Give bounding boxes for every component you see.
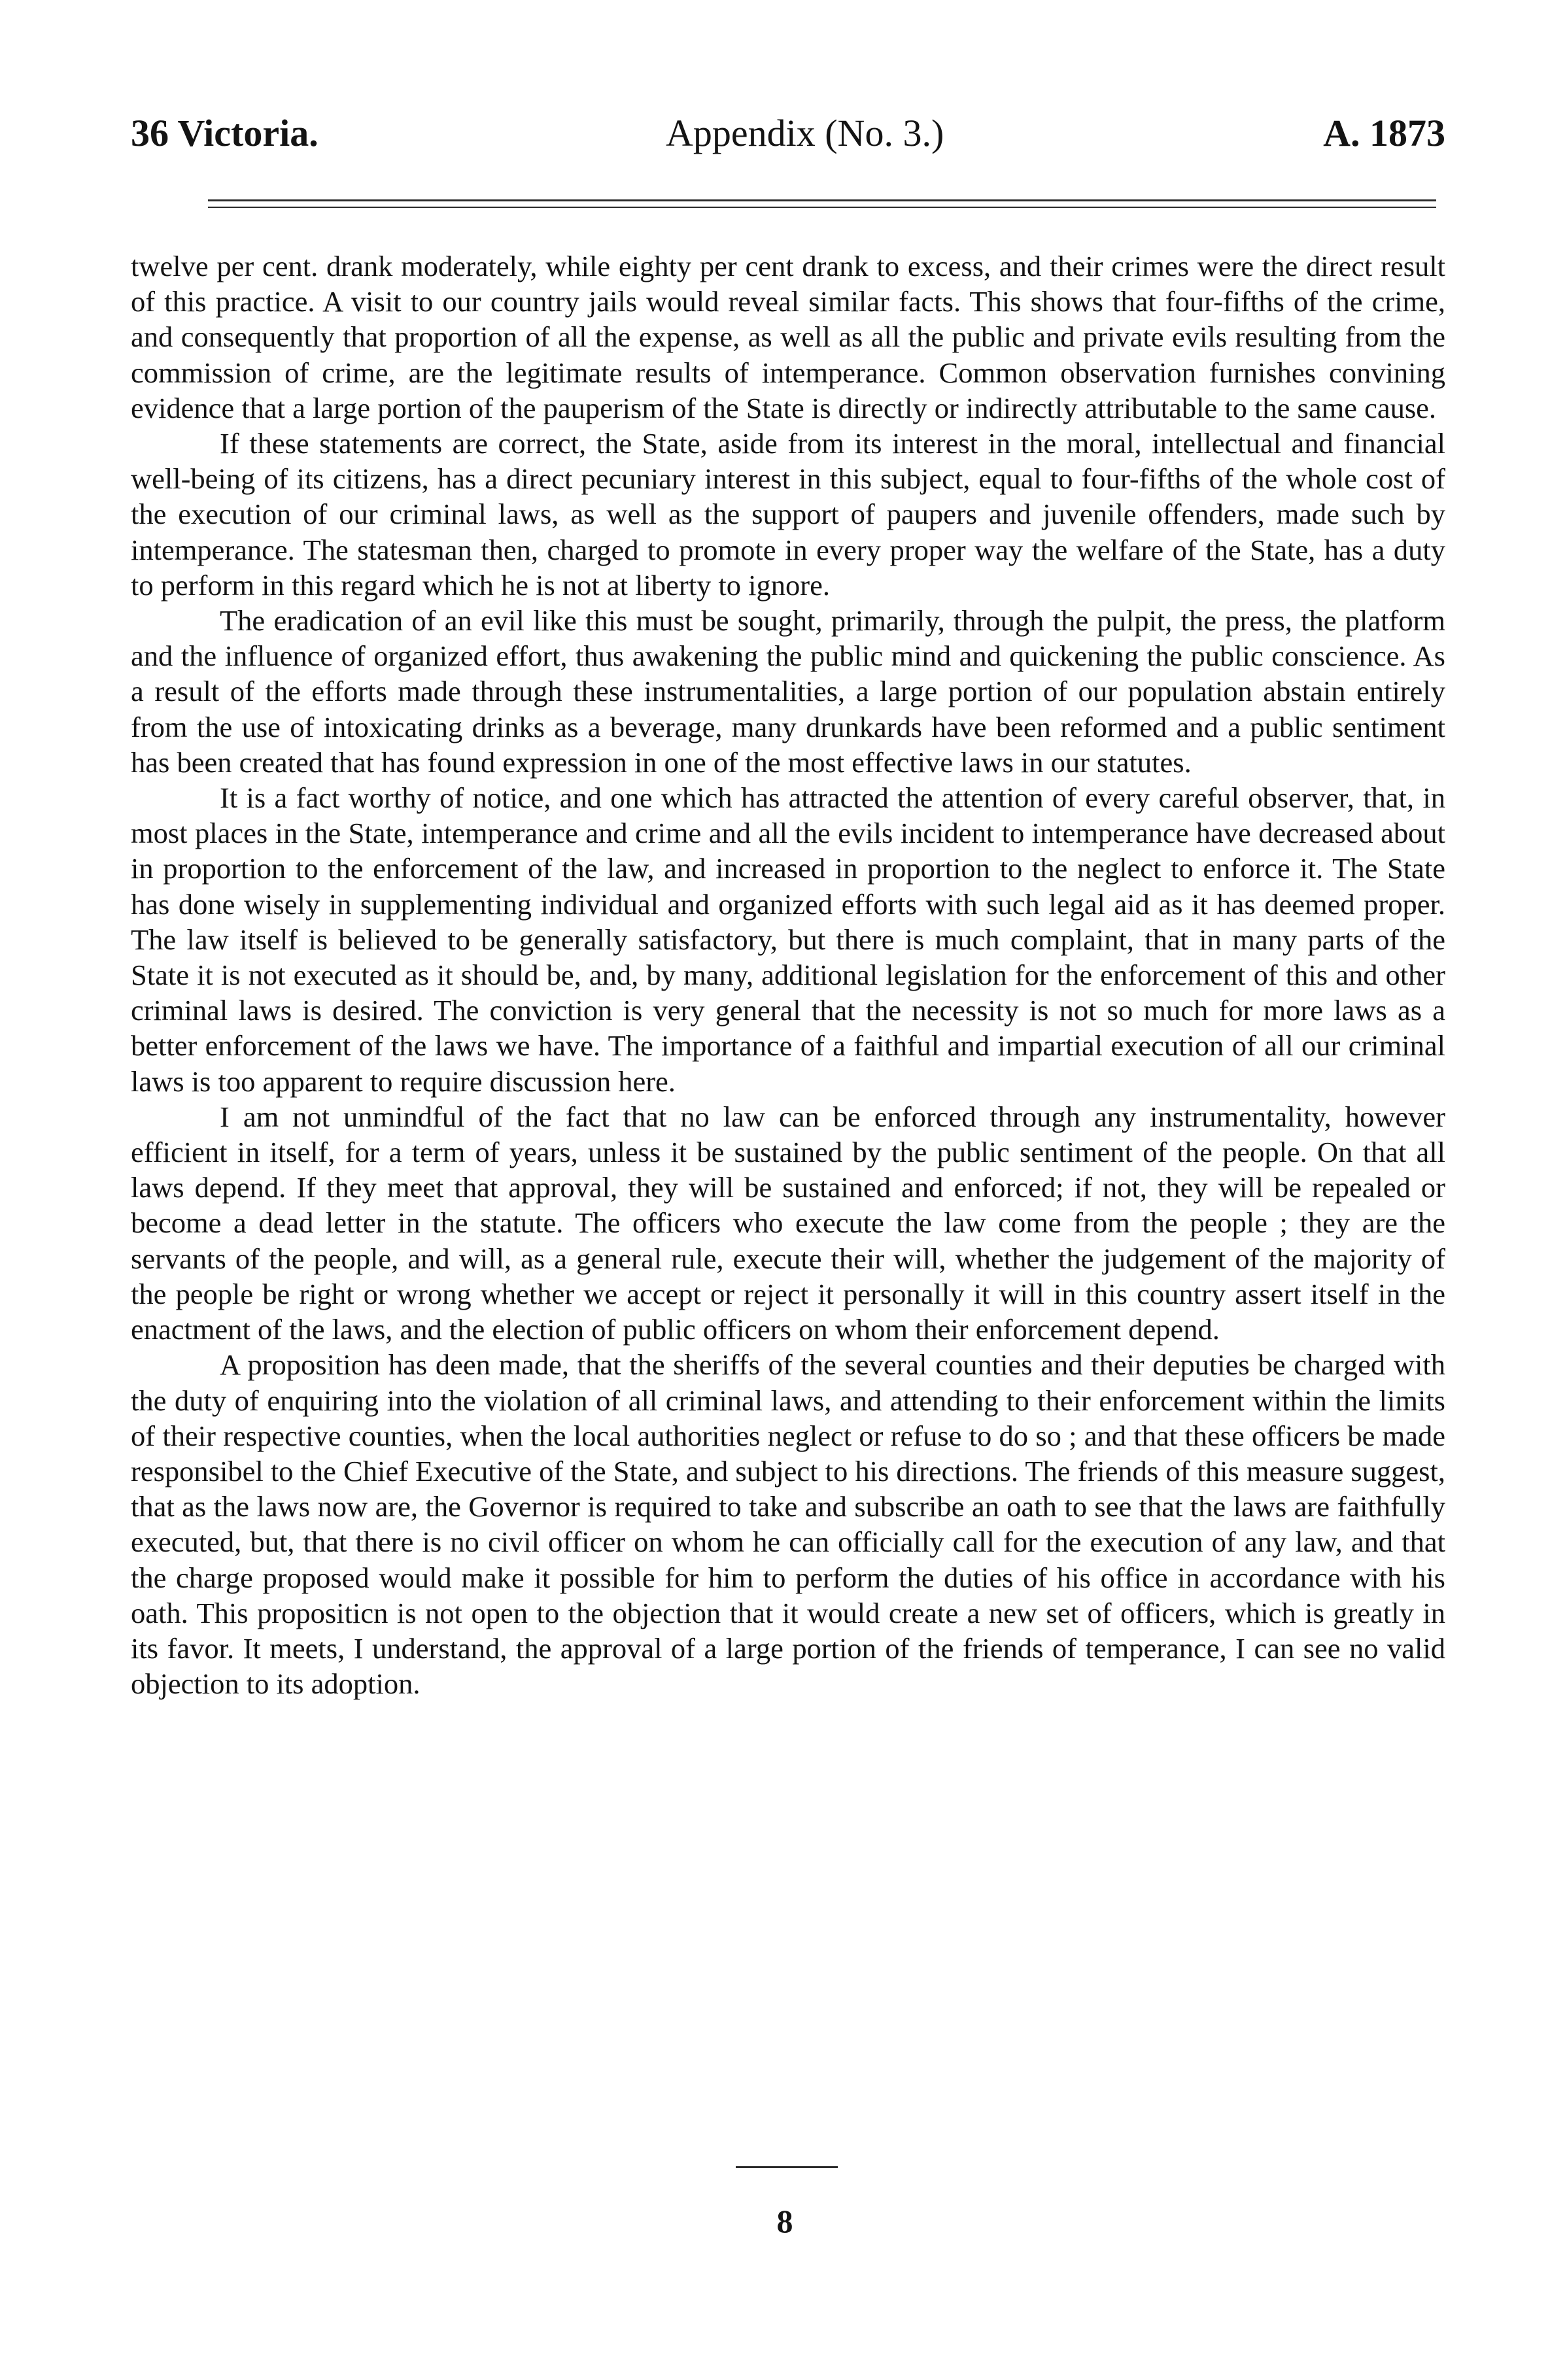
paragraph-5: I am not unmindful of the fact that no law can be enforced through any instrumentality, however efficient in itself, for a term of years, unless it be sustained by the public sentiment of the people. On that all laws depend. If they meet that approval, they will be sustained and enforced; if not, they will be repealed or become a dead letter in the statute. The officers who execute the law come from the people ; they are the servants of the people, and will, as a general rule, execute their will, whether the judgement of the majority of the people be right or wrong whether we accept or reject it personally it will in this country assert itself in the enactment of the laws, and the election of public officers on whom their enforcement depend.	[131, 1100, 1445, 1346]
page-header	[131, 111, 1445, 170]
header-session: 36 Victoria.	[131, 112, 319, 154]
body-text	[131, 248, 1445, 1701]
footer-rule	[736, 2166, 838, 2168]
page-number: 8	[776, 2203, 793, 2239]
paragraph-2: If these statements are correct, the State, aside from its interest in the moral, intellectual and financial well-being of its citizens, has a direct pecuniary interest in this subject, equal to four-fifths of the whole cost of the execution of our criminal laws, as well as the support of paupers and juvenile offenders, made such by intemperance. The statesman then, charged to promote in every proper way the welfare of the State, has a duty to perform in this regard which he is not at liberty to ignore.	[131, 427, 1445, 602]
paragraph-3: The eradication of an evil like this must be sought, primarily, through the pulpit, the press, the platform and the influence of organized effort, thus awakening the public mind and quickening the public conscience. As a result of the efforts made through these instrumentalities, a large portion of our population abstain entirely from the use of intoxicating drinks as a beverage, many drunkards have been reformed and a public sentiment has been created that has found expression in one of the most effective laws in our statutes.	[131, 604, 1445, 779]
header-appendix: Appendix (No. 3.)	[666, 112, 944, 154]
paragraph-1: twelve per cent. drank moderately, while eighty per cent drank to excess, and their crimes were the direct result of this practice. A visit to our country jails would reveal similar facts. This shows that four-fifths of the crime, and consequently that proportion of all the expense, as well as all the public and private evils resulting from the commission of crime, are the legitimate results of intemperance. Common observation furnishes convining evidence that a large portion of the pauperism of the State is directly or indirectly attributable to the same cause.	[131, 250, 1445, 424]
paragraph-4: It is a fact worthy of notice, and one which has attracted the attention of every careful observer, that, in most places in the State, intemperance and crime and all the evils incident to intemperance have decreased about in proportion to the enforcement of the law, and increased in proportion to the neglect to enforce it. The State has done wisely in supplementing individual and organized efforts with such legal aid as it has deemed proper. The law itself is believed to be generally satisfactory, but there is much complaint, that in many parts of the State it is not executed as it should be, and, by many, additional legislation for the enforcement of this and other criminal laws is desired. The conviction is very general that the necessity is not so much for more laws as a better enforcement of the laws we have. The importance of a faithful and impartial execution of all our criminal laws is too apparent to require discussion here.	[131, 781, 1445, 1098]
header-rule	[208, 199, 1436, 208]
header-year: A. 1873	[1323, 112, 1445, 154]
paragraph-6: A proposition has deen made, that the sheriffs of the several counties and their deputies be charged with the duty of enquiring into the violation of all criminal laws, and attending to their enforcement within the limits of their respective counties, when the local authorities neglect or refuse to do so ; and that these officers be made responsibel to the Chief Executive of the State, and subject to his directions. The friends of this measure suggest, that as the laws now are, the Governor is required to take and subscribe an oath to see that the laws are faithfully executed, but, that there is no civil officer on whom he can officially call for the execution of any law, and that the charge proposed would make it possible for him to perform the duties of his office in accordance with his oath. This propositicn is not open to the objection that it would create a new set of officers, which is greatly in its favor. It meets, I understand, the approval of a large portion of the friends of temperance, I can see no valid objection to its adoption.	[131, 1348, 1445, 1701]
